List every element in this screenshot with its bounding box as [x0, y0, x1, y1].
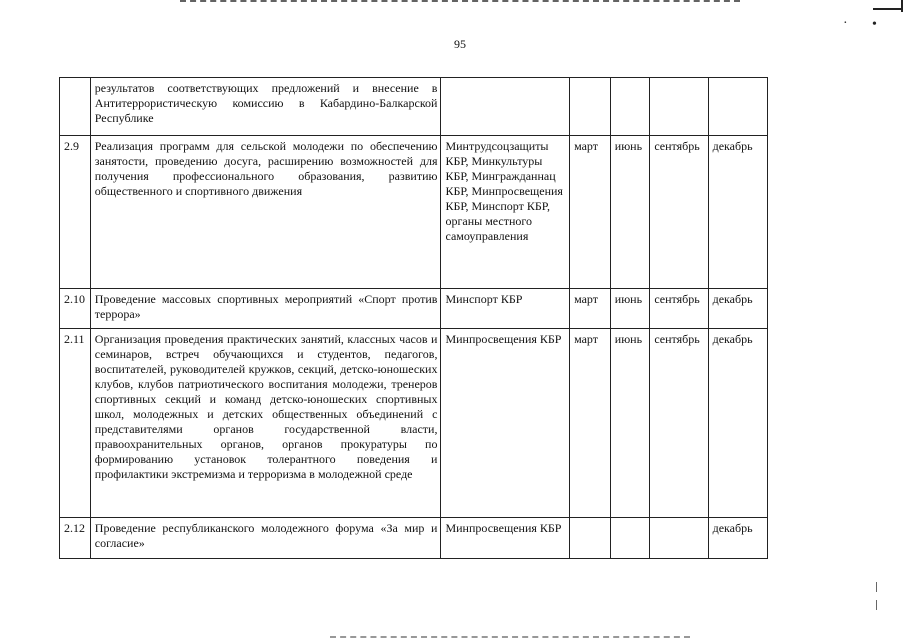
- table-row: [60, 518, 768, 559]
- scan-artifact-margin: [876, 582, 877, 592]
- row-description: Организация проведения практических занятий, классных часов и семинаров, встреч обучающихся и студентов, педагогов, воспитателей, руководителей кружков, секций, детско-юношеских клубов, клубов патриотического воспитания молодежи, тренеров спортивных секций и команд детско-юношеских спортивных школ, молодежных и детских общественных объединений с представителями органов государственной власти, правоохранительных органов, органов прокуратуры по формированию установок толерантного поведения и профилактики экстремизма и терроризма в молодежной среде: [90, 329, 441, 518]
- row-q4: декабрь: [708, 518, 767, 559]
- page-number: 95: [454, 37, 466, 51]
- scan-artifact-corner: [873, 0, 901, 10]
- plan-table: [59, 77, 768, 559]
- row-q3: сентябрь: [650, 289, 708, 329]
- row-q2: [610, 78, 650, 136]
- row-q4: декабрь: [708, 289, 767, 329]
- scan-speck: ·: [843, 16, 848, 31]
- scan-artifact-edge: [901, 0, 903, 12]
- row-description: Реализация программ для сельской молодежи по обеспечению занятости, проведению досуга, расширению возможностей для получения профессионального образования, развитию общественного и спортивного движения: [90, 136, 441, 289]
- row-number: 2.9: [60, 136, 91, 289]
- row-executors: Минтрудсоцзащиты КБР, Минкультуры КБР, Мингражданнац КБР, Минпросвещения КБР, Минспорт КБР, органы местного самоуправления: [441, 136, 570, 289]
- table-row: [60, 329, 768, 518]
- row-q2: июнь: [610, 329, 650, 518]
- scan-speck: •: [872, 17, 877, 32]
- row-description: Проведение массовых спортивных мероприятий «Спорт против террора»: [90, 289, 441, 329]
- table-row: [60, 136, 768, 289]
- row-description: результатов соответствующих предложений и внесение в Антитеррористическую комиссию в Кабардино-Балкарской Республике: [90, 78, 441, 136]
- row-number: 2.11: [60, 329, 91, 518]
- row-q2: июнь: [610, 289, 650, 329]
- row-q4: декабрь: [708, 136, 767, 289]
- row-q1: март: [570, 289, 611, 329]
- row-q3: [650, 78, 708, 136]
- row-executors: Минпросвещения КБР: [441, 329, 570, 518]
- row-q3: сентябрь: [650, 329, 708, 518]
- scan-artifact-top: [180, 0, 740, 5]
- row-q1: [570, 78, 611, 136]
- row-q2: июнь: [610, 136, 650, 289]
- row-executors: Минпросвещения КБР: [441, 518, 570, 559]
- table-row: [60, 289, 768, 329]
- row-q4: [708, 78, 767, 136]
- row-executors: Минспорт КБР: [441, 289, 570, 329]
- row-number: 2.12: [60, 518, 91, 559]
- row-description: Проведение республиканского молодежного форума «За мир и согласие»: [90, 518, 441, 559]
- row-q1: [570, 518, 611, 559]
- row-q1: март: [570, 136, 611, 289]
- row-number: 2.10: [60, 289, 91, 329]
- row-number: [60, 78, 91, 136]
- row-q4: декабрь: [708, 329, 767, 518]
- row-q1: март: [570, 329, 611, 518]
- row-q2: [610, 518, 650, 559]
- table-row: [60, 78, 768, 136]
- scan-artifact-margin: [876, 600, 877, 610]
- row-executors: [441, 78, 570, 136]
- row-q3: сентябрь: [650, 136, 708, 289]
- row-q3: [650, 518, 708, 559]
- scan-artifact-bottom: [330, 636, 690, 640]
